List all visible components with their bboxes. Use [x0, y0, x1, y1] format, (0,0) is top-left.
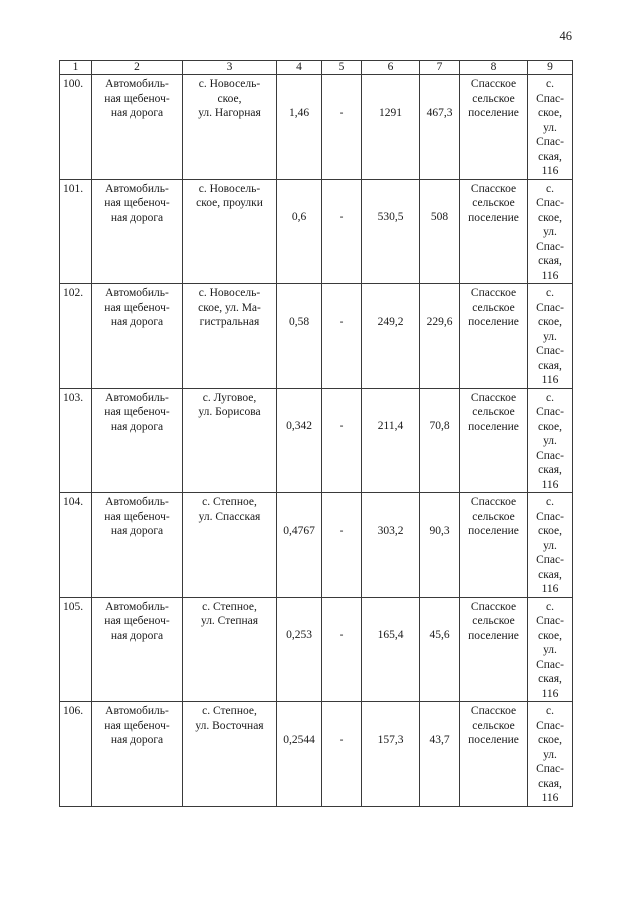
road-name-cell-line: ная дорога — [110, 734, 164, 746]
address-cell-line: ул. — [543, 121, 557, 134]
owner-cell-line: Спасское — [470, 287, 517, 299]
owner-cell-line: поселение — [468, 629, 519, 642]
address-cell-line: Спас- — [536, 240, 564, 253]
table-row — [60, 493, 573, 598]
column-4-value: 0,2544 — [277, 702, 322, 807]
road-name-cell — [92, 179, 183, 284]
address-cell-line: ское, — [538, 734, 562, 746]
column-6-value: 211,4 — [362, 388, 420, 493]
address-cell — [528, 75, 573, 180]
address-cell-line: с. — [546, 705, 554, 717]
owner-cell-line: поселение — [468, 107, 519, 119]
row-number-cell: 100. — [60, 75, 92, 180]
column-4-value: 0,4767 — [277, 493, 322, 598]
column-4-value: 1,46 — [277, 75, 322, 180]
column-4-value: 0,6 — [277, 179, 322, 284]
row-number-cell: 102. — [60, 284, 92, 389]
address-cell-line: 116 — [541, 583, 559, 595]
road-name-cell-line: ная дорога — [110, 316, 164, 328]
address-cell-line: Спас- — [536, 197, 564, 209]
road-name-cell-line: Автомобиль- — [105, 391, 169, 404]
road-name-cell-line: ная щебеноч- — [104, 719, 170, 732]
address-cell-line: Спас- — [536, 449, 564, 462]
address-cell-line: 116 — [541, 478, 559, 491]
owner-cell-line: Спасское — [470, 600, 517, 613]
address-cell-line: Спас- — [536, 92, 564, 105]
address-cell-line: ская, — [538, 673, 562, 685]
road-name-cell-line: ная щебеноч- — [104, 510, 170, 523]
address-cell-line: 116 — [541, 792, 559, 804]
road-name-cell-line: Автомобиль- — [105, 287, 169, 299]
row-number-cell: 104. — [60, 493, 92, 598]
address-cell-line: ское, — [538, 629, 562, 642]
location-cell — [183, 597, 277, 702]
address-cell-line: с. — [546, 600, 554, 613]
location-cell — [183, 702, 277, 807]
column-5-value: - — [322, 179, 362, 284]
road-name-cell-line: ная дорога — [110, 629, 164, 642]
column-4-value: 0,342 — [277, 388, 322, 493]
column-5-value: - — [322, 493, 362, 598]
column-7-value: 467,3 — [420, 75, 460, 180]
road-name-cell-line: ная щебеноч- — [104, 301, 170, 314]
location-cell-line: ул. Нагорная — [198, 107, 261, 119]
address-cell-line: Спас- — [536, 406, 564, 418]
address-cell-line: ское, — [538, 420, 562, 433]
location-cell-line: гистральная — [199, 316, 260, 328]
column-4-value: 0,253 — [277, 597, 322, 702]
column-7-value: 43,7 — [420, 702, 460, 807]
location-cell — [183, 493, 277, 598]
location-cell-line: ул. Борисова — [198, 406, 261, 418]
owner-cell — [460, 597, 528, 702]
address-cell-line: с. — [546, 78, 554, 90]
address-cell — [528, 179, 573, 284]
address-cell-line: с. — [546, 496, 554, 508]
road-name-cell-line: ная щебеноч- — [104, 406, 170, 418]
column-5-value: - — [322, 75, 362, 180]
road-name-cell-line: Автомобиль- — [105, 182, 169, 195]
location-cell-line: с. Новосель- — [198, 287, 261, 299]
owner-cell — [460, 388, 528, 493]
owner-cell-line: Спасское — [470, 391, 517, 404]
row-number-cell: 105. — [60, 597, 92, 702]
table-body — [60, 75, 573, 807]
column-6-value: 249,2 — [362, 284, 420, 389]
location-cell-line: с. Новосель- — [198, 78, 261, 90]
owner-cell-line: Спасское — [470, 78, 517, 90]
table-row — [60, 179, 573, 284]
address-cell-line: ское, — [538, 211, 562, 224]
address-cell-line: Спас- — [536, 658, 564, 671]
column-7-value: 508 — [420, 179, 460, 284]
column-6-value: 303,2 — [362, 493, 420, 598]
owner-cell-line: сельское — [472, 92, 515, 105]
table-row — [60, 388, 573, 493]
table-row — [60, 597, 573, 702]
owner-cell-line: Спасское — [470, 182, 517, 195]
column-6-value: 530,5 — [362, 179, 420, 284]
location-cell-line: ул. Спасская — [198, 510, 261, 523]
column-header-2: 2 — [92, 61, 183, 75]
road-name-cell — [92, 388, 183, 493]
location-cell-line: с. Степное, — [202, 496, 257, 508]
column-5-value: - — [322, 388, 362, 493]
header-row — [60, 61, 573, 75]
column-header-4: 4 — [277, 61, 322, 75]
owner-cell — [460, 284, 528, 389]
road-name-cell — [92, 597, 183, 702]
page-number: 46 — [559, 29, 572, 43]
location-cell — [183, 388, 277, 493]
column-5-value: - — [322, 597, 362, 702]
address-cell-line: Спас- — [536, 136, 564, 148]
column-header-1: 1 — [60, 61, 92, 75]
address-cell-line: с. — [546, 391, 554, 404]
address-cell-line: Спас- — [536, 510, 564, 523]
address-cell-line: ская, — [538, 568, 562, 581]
location-cell-line: с. Луговое, — [202, 391, 257, 404]
road-name-cell-line: Автомобиль- — [105, 496, 169, 508]
column-header-7: 7 — [420, 61, 460, 75]
road-name-cell-line: Автомобиль- — [105, 600, 169, 613]
owner-cell-line: сельское — [472, 719, 515, 732]
column-4-value: 0,58 — [277, 284, 322, 389]
address-cell — [528, 388, 573, 493]
address-cell-line: ское, — [538, 107, 562, 119]
address-cell-line: ская, — [538, 359, 562, 372]
address-cell-line: ул. — [543, 226, 557, 238]
address-cell-line: с. — [546, 182, 554, 195]
location-cell-line: ское, ул. Ма- — [198, 301, 261, 314]
table-row — [60, 75, 573, 180]
column-6-value: 165,4 — [362, 597, 420, 702]
column-header-3: 3 — [183, 61, 277, 75]
location-cell — [183, 75, 277, 180]
column-7-value: 45,6 — [420, 597, 460, 702]
owner-cell-line: Спасское — [470, 705, 517, 717]
location-cell-line: ское, — [217, 92, 242, 105]
table-row — [60, 284, 573, 389]
address-cell-line: Спас- — [536, 719, 564, 732]
location-cell-line: ул. Восточная — [195, 719, 264, 732]
column-7-value: 229,6 — [420, 284, 460, 389]
column-6-value: 157,3 — [362, 702, 420, 807]
column-5-value: - — [322, 284, 362, 389]
row-number-cell: 101. — [60, 179, 92, 284]
road-name-cell-line: ная дорога — [110, 525, 164, 537]
column-header-8: 8 — [460, 61, 528, 75]
owner-cell-line: сельское — [472, 406, 515, 418]
address-cell-line: 116 — [541, 269, 559, 282]
road-name-cell-line: ная дорога — [110, 211, 164, 224]
road-registry-table — [59, 60, 573, 807]
column-header-5: 5 — [322, 61, 362, 75]
table-row — [60, 702, 573, 807]
owner-cell-line: сельское — [472, 197, 515, 209]
location-cell-line: с. Новосель- — [198, 182, 261, 195]
address-cell — [528, 702, 573, 807]
owner-cell-line: поселение — [468, 525, 519, 537]
column-6-value: 1291 — [362, 75, 420, 180]
road-name-cell — [92, 702, 183, 807]
location-cell — [183, 284, 277, 389]
address-cell — [528, 284, 573, 389]
address-cell-line: Спас- — [536, 554, 564, 566]
column-5-value: - — [322, 702, 362, 807]
address-cell-line: 116 — [541, 165, 559, 177]
owner-cell-line: поселение — [468, 211, 519, 224]
address-cell-line: Спас- — [536, 345, 564, 357]
owner-cell-line: сельское — [472, 510, 515, 523]
owner-cell-line: сельское — [472, 301, 515, 314]
address-cell-line: ская, — [538, 255, 562, 267]
owner-cell-line: Спасское — [470, 496, 517, 508]
owner-cell-line: поселение — [468, 420, 519, 433]
owner-cell — [460, 493, 528, 598]
address-cell-line: Спас- — [536, 763, 564, 775]
road-name-cell-line: ная дорога — [110, 420, 164, 433]
address-cell-line: Спас- — [536, 615, 564, 627]
address-cell — [528, 597, 573, 702]
location-cell-line: с. Степное, — [202, 600, 257, 613]
owner-cell-line: поселение — [468, 316, 519, 328]
road-name-cell-line: ная дорога — [110, 107, 164, 119]
location-cell-line: с. Степное, — [202, 705, 257, 717]
address-cell — [528, 493, 573, 598]
road-name-cell-line: ная щебеноч- — [104, 197, 170, 209]
road-name-cell — [92, 284, 183, 389]
address-cell-line: ул. — [543, 330, 557, 343]
row-number-cell: 106. — [60, 702, 92, 807]
road-name-cell-line: ная щебеноч- — [104, 615, 170, 627]
column-7-value: 70,8 — [420, 388, 460, 493]
column-header-6: 6 — [362, 61, 420, 75]
address-cell-line: с. — [546, 287, 554, 299]
address-cell-line: ская, — [538, 464, 562, 476]
road-name-cell-line: ная щебеноч- — [104, 92, 170, 105]
address-cell-line: ская, — [538, 777, 562, 790]
owner-cell-line: сельское — [472, 615, 515, 627]
address-cell-line: Спас- — [536, 301, 564, 314]
road-name-cell-line: Автомобиль- — [105, 78, 169, 90]
location-cell-line: ское, проулки — [196, 197, 263, 209]
address-cell-line: 116 — [541, 374, 559, 386]
address-cell-line: ул. — [543, 748, 557, 761]
column-header-9: 9 — [528, 61, 573, 75]
owner-cell — [460, 702, 528, 807]
address-cell-line: ская, — [538, 150, 562, 163]
road-name-cell — [92, 75, 183, 180]
road-name-cell — [92, 493, 183, 598]
address-cell-line: 116 — [541, 687, 559, 700]
row-number-cell: 103. — [60, 388, 92, 493]
address-cell-line: ул. — [543, 539, 557, 552]
address-cell-line: ул. — [543, 435, 557, 447]
location-cell — [183, 179, 277, 284]
road-name-cell-line: Автомобиль- — [105, 705, 169, 717]
address-cell-line: ул. — [543, 644, 557, 656]
address-cell-line: ское, — [538, 316, 562, 328]
owner-cell-line: поселение — [468, 734, 519, 746]
owner-cell — [460, 179, 528, 284]
owner-cell — [460, 75, 528, 180]
location-cell-line: ул. Степная — [200, 615, 259, 627]
column-7-value: 90,3 — [420, 493, 460, 598]
address-cell-line: ское, — [538, 525, 562, 537]
